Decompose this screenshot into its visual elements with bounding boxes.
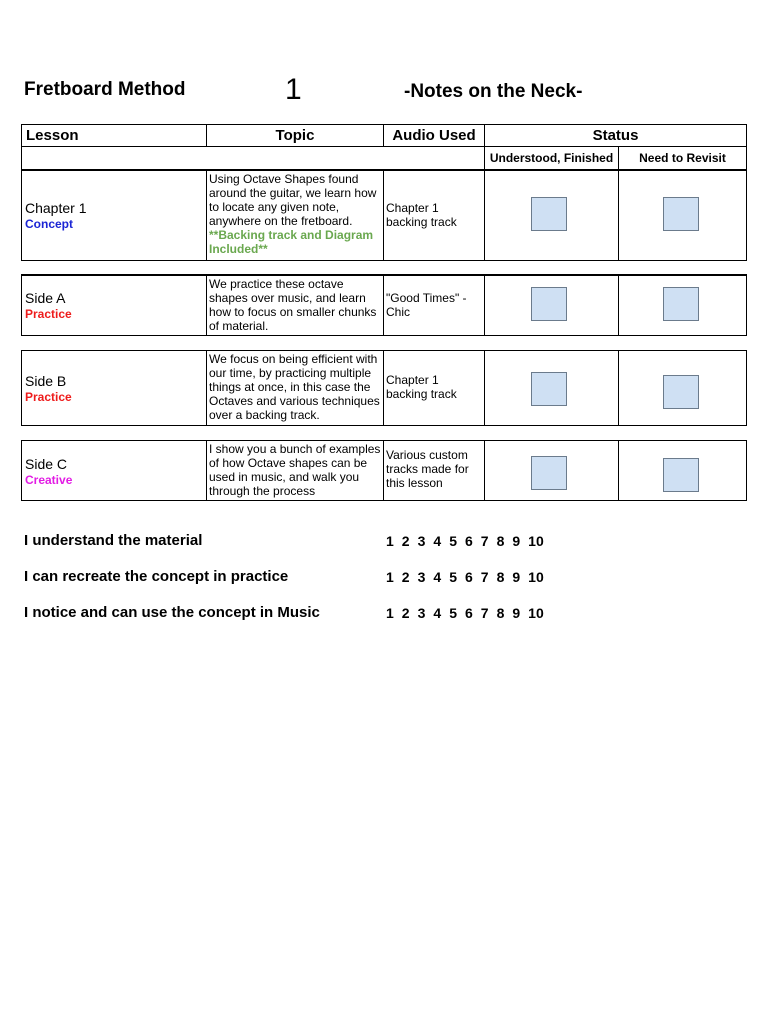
rating-option[interactable]: 2 [401,605,410,621]
rating-option[interactable]: 7 [480,605,489,621]
rating-scale [386,533,552,551]
page-subtitle: -Notes on the Neck- [404,81,583,102]
understood-checkbox[interactable] [531,456,567,490]
topic-line: I show you a bunch of examples [209,442,381,456]
audio-cell [383,440,485,501]
rating-option[interactable]: 5 [449,533,457,549]
rating-option[interactable]: 1 [386,533,394,549]
understood-checkbox[interactable] [531,372,567,406]
understood-cell [484,440,619,501]
header-spacer [21,146,485,170]
topic-line: of how Octave shapes can be [209,456,368,470]
revisit-cell [618,440,747,501]
status-understood-header: Understood, Finished [484,146,619,170]
rating-option[interactable]: 9 [512,605,521,621]
rating-option[interactable]: 6 [464,533,473,549]
rating-option[interactable]: 6 [464,569,473,585]
lesson-cell [21,275,207,336]
lesson-name: Chapter 1 [25,200,87,216]
topic-line: how to focus on smaller chunks [209,305,377,319]
rating-option[interactable]: 1 [386,605,394,621]
topic-cell [206,275,384,336]
topic-line: We practice these octave [209,277,344,291]
lesson-tag: Practice [25,390,72,404]
topic-line: We focus on being efficient with [209,352,378,366]
audio-line: "Good Times" - [386,291,467,305]
lesson-tag: Concept [25,217,73,231]
audio-line: backing track [386,215,457,229]
understood-checkbox[interactable] [531,287,567,321]
topic-highlight-line: **Backing track and Diagram [209,228,374,242]
rating-option[interactable]: 4 [433,533,442,549]
topic-line: used in music, and walk you [209,470,360,484]
rating-option[interactable]: 2 [401,569,410,585]
revisit-checkbox[interactable] [663,197,699,231]
lesson-name: Side B [25,373,67,389]
lesson-number: 1 [285,73,302,106]
rating-option[interactable]: 10 [528,605,544,621]
topic-line: over a backing track. [209,408,320,422]
rating-option[interactable]: 1 [386,569,394,585]
col-lesson-header: Lesson [21,124,207,147]
audio-cell [383,170,485,261]
revisit-checkbox[interactable] [663,375,699,409]
rating-option[interactable]: 10 [528,569,544,585]
understood-cell [484,170,619,261]
topic-highlight-line: Included** [209,242,268,256]
rating-option[interactable]: 7 [480,569,489,585]
rating-option[interactable]: 5 [449,605,457,621]
audio-line: tracks made for [386,462,469,476]
understood-checkbox[interactable] [531,197,567,231]
rating-option[interactable]: 4 [433,569,442,585]
audio-line: Chic [386,305,411,319]
page-title: Fretboard Method [24,79,186,100]
revisit-cell [618,275,747,336]
lesson-tag: Creative [25,473,73,487]
rating-option[interactable]: 3 [417,569,426,585]
lesson-name: Side A [25,290,66,306]
rating-option[interactable]: 10 [528,533,544,549]
lesson-cell [21,440,207,501]
understood-cell [484,275,619,336]
rating-scale [386,569,552,587]
topic-line: of material. [209,319,269,333]
rating-option[interactable]: 9 [512,569,521,585]
lesson-cell [21,350,207,426]
topic-line: through the process [209,484,316,498]
rating-label: I can recreate the concept in practice [24,568,289,585]
topic-cell [206,350,384,426]
topic-line: anywhere on the fretboard. [209,214,353,228]
rating-option[interactable]: 5 [449,569,457,585]
audio-line: Chapter 1 [386,373,439,387]
topic-line: things at once, in this case the [209,380,371,394]
col-status-header: Status [484,124,747,147]
rating-option[interactable]: 8 [496,605,505,621]
revisit-checkbox[interactable] [663,458,699,492]
lesson-cell [21,170,207,261]
topic-cell [206,440,384,501]
rating-option[interactable]: 6 [464,605,473,621]
rating-option[interactable]: 4 [433,605,442,621]
audio-line: backing track [386,387,457,401]
revisit-checkbox[interactable] [663,287,699,321]
rating-option[interactable]: 8 [496,533,505,549]
audio-line: Chapter 1 [386,201,439,215]
rating-option[interactable]: 8 [496,569,505,585]
revisit-cell [618,170,747,261]
rating-label: I notice and can use the concept in Music [24,604,320,621]
rating-option[interactable]: 9 [512,533,521,549]
col-topic-header: Topic [206,124,384,147]
audio-cell [383,275,485,336]
rating-option[interactable]: 3 [417,533,426,549]
topic-line: Octaves and various techniques [209,394,380,408]
topic-cell [206,170,384,261]
rating-label: I understand the material [24,532,203,549]
topic-line: Using Octave Shapes found [209,172,359,186]
topic-line: shapes over music, and learn [209,291,366,305]
revisit-cell [618,350,747,426]
topic-line: our time, by practicing multiple [209,366,372,380]
rating-option[interactable]: 3 [417,605,426,621]
status-revisit-header: Need to Revisit [618,146,747,170]
audio-line: Various custom [386,448,468,462]
audio-cell [383,350,485,426]
lesson-name: Side C [25,456,68,472]
topic-line: to locate any given note, [209,200,340,214]
rating-option[interactable]: 7 [480,533,489,549]
rating-scale [386,605,552,623]
col-audio-header: Audio Used [383,124,485,147]
rating-option[interactable]: 2 [401,533,410,549]
lesson-tag: Practice [25,307,72,321]
topic-line: around the guitar, we learn how [209,186,377,200]
understood-cell [484,350,619,426]
audio-line: this lesson [386,476,443,490]
